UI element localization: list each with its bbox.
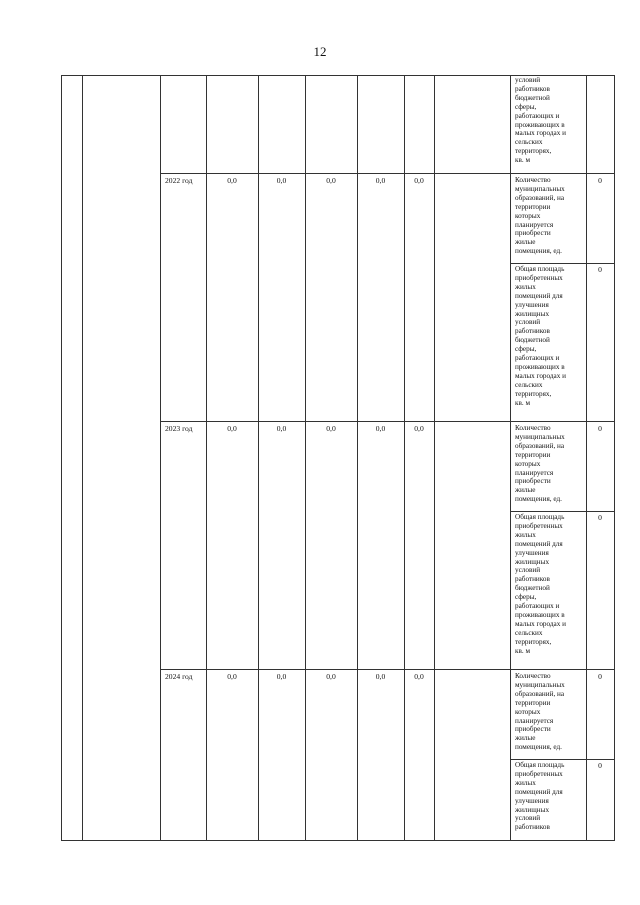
indicator-value: 0 [598, 513, 602, 522]
column-divider [510, 75, 511, 840]
column-divider [357, 75, 358, 840]
indicator-value: 0 [598, 176, 602, 185]
indicator-name: Общая площадь приобретенных жилых помещений для улучшения жилищных условий работников бюджетной сферы, работающих и проживающих в малых городах и сельских территорях, кв. м [515, 265, 566, 407]
indicator-value: 0 [598, 761, 602, 770]
row-divider [510, 263, 615, 264]
value-cell: 0,0 [276, 672, 287, 681]
table-border-bottom [61, 840, 615, 841]
value-cell: 0,0 [227, 176, 237, 185]
indicator-name: Количество муниципальных образований, на территории которых планируется приобрести жилые помещения, ед. [515, 424, 565, 504]
value-cell: 0,0 [375, 176, 386, 185]
year-label: 2024 год [165, 672, 193, 681]
table-border-right [614, 75, 615, 840]
value-cell: 0,0 [276, 176, 287, 185]
value-cell: 0,0 [375, 672, 386, 681]
column-divider [404, 75, 405, 840]
row-divider [510, 511, 615, 512]
column-divider [82, 75, 83, 840]
row-divider [510, 759, 615, 760]
indicator-name: Количество муниципальных образований, на территории которых планируется приобрести жилые помещения, ед. [515, 176, 565, 256]
row-divider [160, 669, 615, 670]
column-divider [258, 75, 259, 840]
value-cell: 0,0 [227, 424, 237, 433]
indicator-value: 0 [598, 672, 602, 681]
column-divider [160, 75, 161, 840]
column-divider [586, 75, 587, 840]
table-border-left [61, 75, 62, 840]
indicator-value: 0 [598, 424, 602, 433]
value-cell: 0,0 [375, 424, 386, 433]
indicator-name: Общая площадь приобретенных жилых помещений для улучшения жилищных условий работников [515, 761, 565, 832]
indicator-value: 0 [598, 265, 602, 274]
column-divider [206, 75, 207, 840]
indicator-name: условий работников бюджетной сферы, работающих и проживающих в малых городах и сельских территорях, кв. м [515, 76, 566, 165]
value-cell: 0,0 [326, 672, 336, 681]
year-label: 2022 год [165, 176, 193, 185]
indicator-name: Количество муниципальных образований, на территории которых планируется приобрести жилые помещения, ед. [515, 672, 565, 752]
value-cell: 0,0 [414, 672, 424, 681]
column-divider [305, 75, 306, 840]
value-cell: 0,0 [227, 672, 237, 681]
value-cell: 0,0 [414, 424, 424, 433]
value-cell: 0,0 [414, 176, 424, 185]
row-divider [160, 421, 615, 422]
indicator-name: Общая площадь приобретенных жилых помещений для улучшения жилищных условий работников бюджетной сферы, работающих и проживающих в малых городах и сельских территорях, кв. м [515, 513, 566, 655]
value-cell: 0,0 [326, 176, 336, 185]
value-cell: 0,0 [326, 424, 336, 433]
row-divider [160, 173, 615, 174]
year-label: 2023 год [165, 424, 193, 433]
column-divider [434, 75, 435, 840]
value-cell: 0,0 [276, 424, 287, 433]
page-number: 12 [313, 44, 327, 59]
